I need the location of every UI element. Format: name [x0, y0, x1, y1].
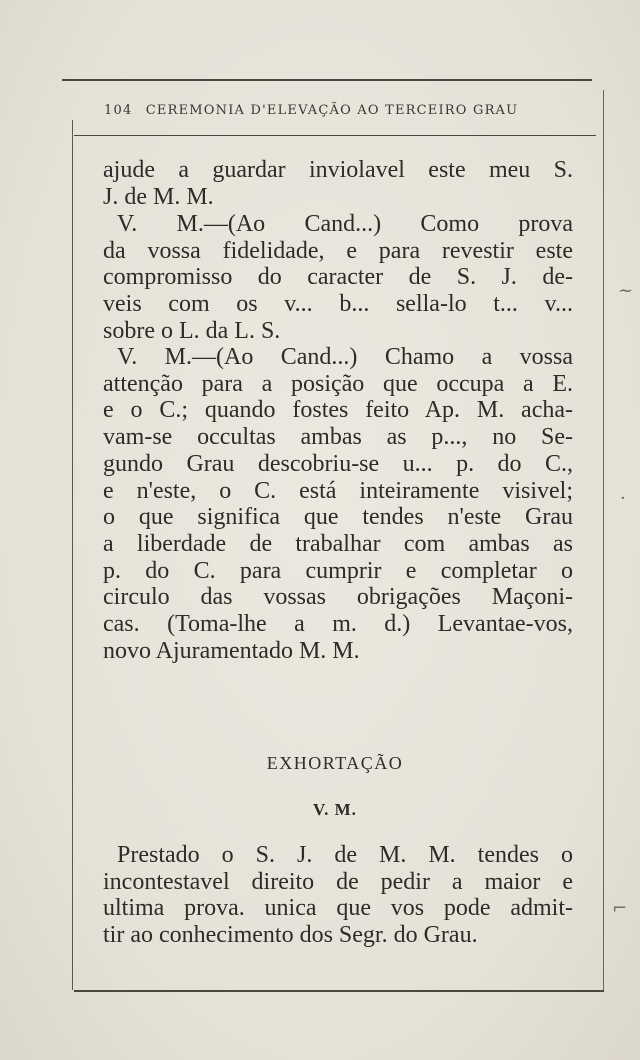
- text-line: p. do C. para cumprir e completar o: [103, 557, 573, 584]
- text-line: veis com os v... b... sella-lo t... v...: [103, 291, 573, 318]
- header-rule: [74, 135, 596, 136]
- left-frame-rule: [72, 120, 73, 990]
- margin-speck: ·: [620, 488, 626, 509]
- margin-speck: ~: [618, 280, 634, 301]
- text-line: circulo das vossas obrigações Maçoni-: [103, 584, 573, 611]
- speaker-label: V. M.: [313, 800, 357, 819]
- paragraph-2: [103, 211, 573, 345]
- page-number: 104: [104, 103, 133, 118]
- text-line: tir ao conhecimento dos Segr. do Grau.: [103, 922, 478, 949]
- text-line: J. de M. M.: [103, 183, 214, 210]
- top-rule: [62, 79, 592, 81]
- paragraph-3: [103, 344, 573, 664]
- text-line: a liberdade de trabalhar com ambas as: [103, 530, 573, 557]
- running-head: [104, 103, 574, 118]
- paragraph-1: [103, 157, 573, 210]
- text-line: cas. (Toma-lhe a m. d.) Levantae-vos,: [103, 611, 573, 638]
- text-line: Prestado o S. J. de M. M. tendes o: [117, 842, 573, 868]
- margin-speck: ⌐: [612, 898, 628, 919]
- text-line: novo Ajuramentado M. M.: [103, 637, 360, 664]
- text-line: V. M.—(Ao Cand...) Como prova: [117, 211, 573, 237]
- text-line: ajude a guardar inviolavel este meu S.: [103, 157, 573, 183]
- text-line: ultima prova. unica que vos pode admit-: [103, 895, 573, 922]
- text-line: incontestavel direito de pedir a maior e: [103, 868, 573, 895]
- text-line: e o C.; quando fostes feito Ap. M. acha-: [103, 397, 573, 424]
- text-line: da vossa fidelidade, e para revestir este: [103, 237, 573, 264]
- text-line: e n'este, o C. está inteiramente visivel;: [103, 477, 573, 504]
- text-line: sobre o L. da L. S.: [103, 317, 281, 344]
- paragraph-4: [103, 842, 573, 949]
- text-line: attenção para a posição que occupa a E.: [103, 370, 573, 397]
- right-frame-rule: [603, 90, 604, 990]
- text-line: gundo Grau descobriu-se u... p. do C.,: [103, 450, 573, 477]
- text-line: V. M.—(Ao Cand...) Chamo a vossa: [117, 344, 573, 370]
- section-title: EXHORTAÇÃO: [266, 753, 404, 773]
- bottom-rule: [74, 990, 604, 992]
- text-line: compromisso do caracter de S. J. de-: [103, 264, 573, 291]
- text-line: vam-se occultas ambas as p..., no Se-: [103, 424, 573, 451]
- running-head-title: CEREMONIA D'ELEVAÇÃO AO TERCEIRO GRAU: [145, 103, 519, 118]
- text-line: o que significa que tendes n'este Grau: [103, 504, 573, 531]
